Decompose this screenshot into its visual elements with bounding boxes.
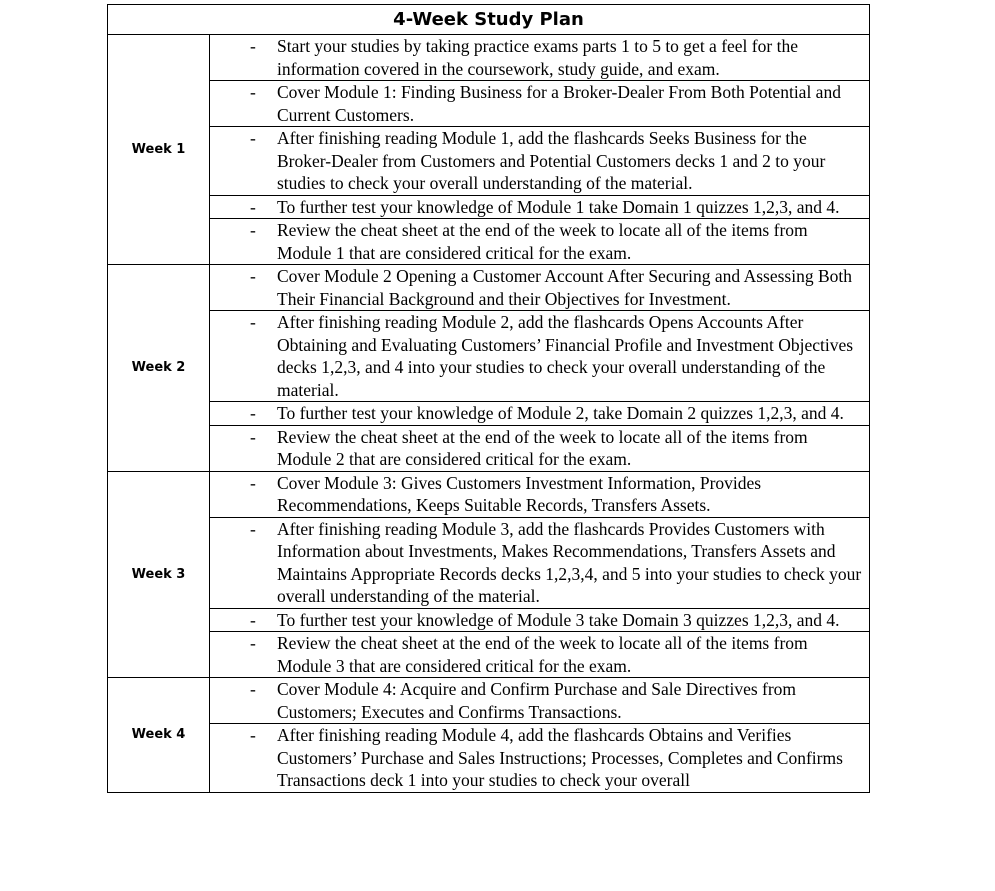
- task-cell: [210, 517, 870, 608]
- task-cell: [210, 402, 870, 426]
- task-text: To further test your knowledge of Module 3 take Domain 3 quizzes 1,2,3, and 4.: [277, 609, 840, 630]
- task-cell: [210, 127, 870, 196]
- table-row: [108, 265, 870, 311]
- task-cell: [210, 219, 870, 265]
- task-text: Cover Module 2 Opening a Customer Account After Securing and Assessing Both Their Financial Background and their Objectives for Investment.: [277, 266, 852, 309]
- task-text: Review the cheat sheet at the end of the week to locate all of the items from Module 2 that are considered critical for the exam.: [277, 426, 808, 469]
- bullet-dash: -: [250, 266, 256, 286]
- bullet-dash: -: [250, 36, 256, 56]
- table-row: [108, 425, 870, 471]
- task-cell: [210, 35, 870, 81]
- task-text: Cover Module 1: Finding Business for a Broker-Dealer From Both Potential and Current Customers.: [277, 82, 841, 125]
- table-row: [108, 678, 870, 724]
- week-label: Week 1: [108, 35, 210, 265]
- bullet-dash: -: [250, 403, 256, 423]
- task-text: Cover Module 4: Acquire and Confirm Purchase and Sale Directives from Customers; Executes and Confirms Transactions.: [277, 679, 797, 722]
- task-cell: [210, 724, 870, 793]
- task-text: To further test your knowledge of Module 1 take Domain 1 quizzes 1,2,3, and 4.: [277, 196, 840, 217]
- task-cell: [210, 265, 870, 311]
- task-cell: [210, 311, 870, 402]
- week-label: Week 2: [108, 265, 210, 472]
- week-label: Week 3: [108, 471, 210, 678]
- bullet-dash: -: [250, 472, 256, 493]
- bullet-dash: -: [250, 426, 256, 447]
- table-row: [108, 608, 870, 632]
- task-cell: [210, 81, 870, 127]
- task-cell: [210, 195, 870, 219]
- table-row: [108, 724, 870, 793]
- task-text: Review the cheat sheet at the end of the week to locate all of the items from Module 3 that are considered critical for the exam.: [277, 633, 808, 676]
- bullet-dash: -: [250, 82, 256, 102]
- task-cell: [210, 632, 870, 678]
- task-text: After finishing reading Module 4, add the flashcards Obtains and Verifies Customers’ Purchase and Sales Instructions; Processes, Completes and Confirms Transactions deck 1 into your studies to check your overall: [277, 725, 843, 790]
- task-cell: [210, 425, 870, 471]
- bullet-dash: -: [250, 518, 256, 539]
- task-text: Review the cheat sheet at the end of the week to locate all of the items from Module 1 that are considered critical for the exam.: [277, 220, 808, 263]
- task-cell: [210, 678, 870, 724]
- bullet-dash: -: [250, 128, 256, 148]
- bullet-dash: -: [250, 633, 256, 653]
- bullet-dash: -: [250, 196, 256, 217]
- task-text: After finishing reading Module 1, add the flashcards Seeks Business for the Broker-Dealer from Customers and Potential Customers decks 1 and 2 to your studies to check your overall understanding of the material.: [277, 128, 826, 193]
- table-row: [108, 471, 870, 517]
- task-text: Start your studies by taking practice exams parts 1 to 5 to get a feel for the information covered in the coursework, study guide, and exam.: [277, 36, 798, 79]
- table-row: [108, 219, 870, 265]
- bullet-dash: -: [250, 312, 256, 332]
- table-row: [108, 402, 870, 426]
- bullet-dash: -: [250, 725, 256, 745]
- task-text: After finishing reading Module 3, add the flashcards Provides Customers with Information about Investments, Makes Recommendations, Transfers Assets and Maintains Appropriate Records decks 1,2,3,4, and 5 into your studies to check your overall understanding of the material.: [277, 518, 862, 606]
- task-text: Cover Module 3: Gives Customers Investment Information, Provides Recommendations, Keeps Suitable Records, Transfers Assets.: [277, 472, 762, 515]
- task-text: To further test your knowledge of Module 2, take Domain 2 quizzes 1,2,3, and 4.: [277, 403, 844, 423]
- table-row: [108, 81, 870, 127]
- task-cell: [210, 608, 870, 632]
- bullet-dash: -: [250, 679, 256, 699]
- task-text: After finishing reading Module 2, add the flashcards Opens Accounts After Obtaining and Evaluating Customers’ Financial Profile and Investment Objectives decks 1,2,3, and 4 into your studies to check your overall understanding of the material.: [277, 312, 854, 400]
- study-plan-table: [107, 4, 870, 793]
- table-row: [108, 195, 870, 219]
- week-label: Week 4: [108, 678, 210, 793]
- bullet-dash: -: [250, 609, 256, 630]
- task-cell: [210, 471, 870, 517]
- table-row: [108, 632, 870, 678]
- table-row: [108, 311, 870, 402]
- table-row: [108, 127, 870, 196]
- bullet-dash: -: [250, 220, 256, 240]
- table-row: [108, 35, 870, 81]
- table-row: [108, 517, 870, 608]
- table-title: 4-Week Study Plan: [108, 5, 870, 35]
